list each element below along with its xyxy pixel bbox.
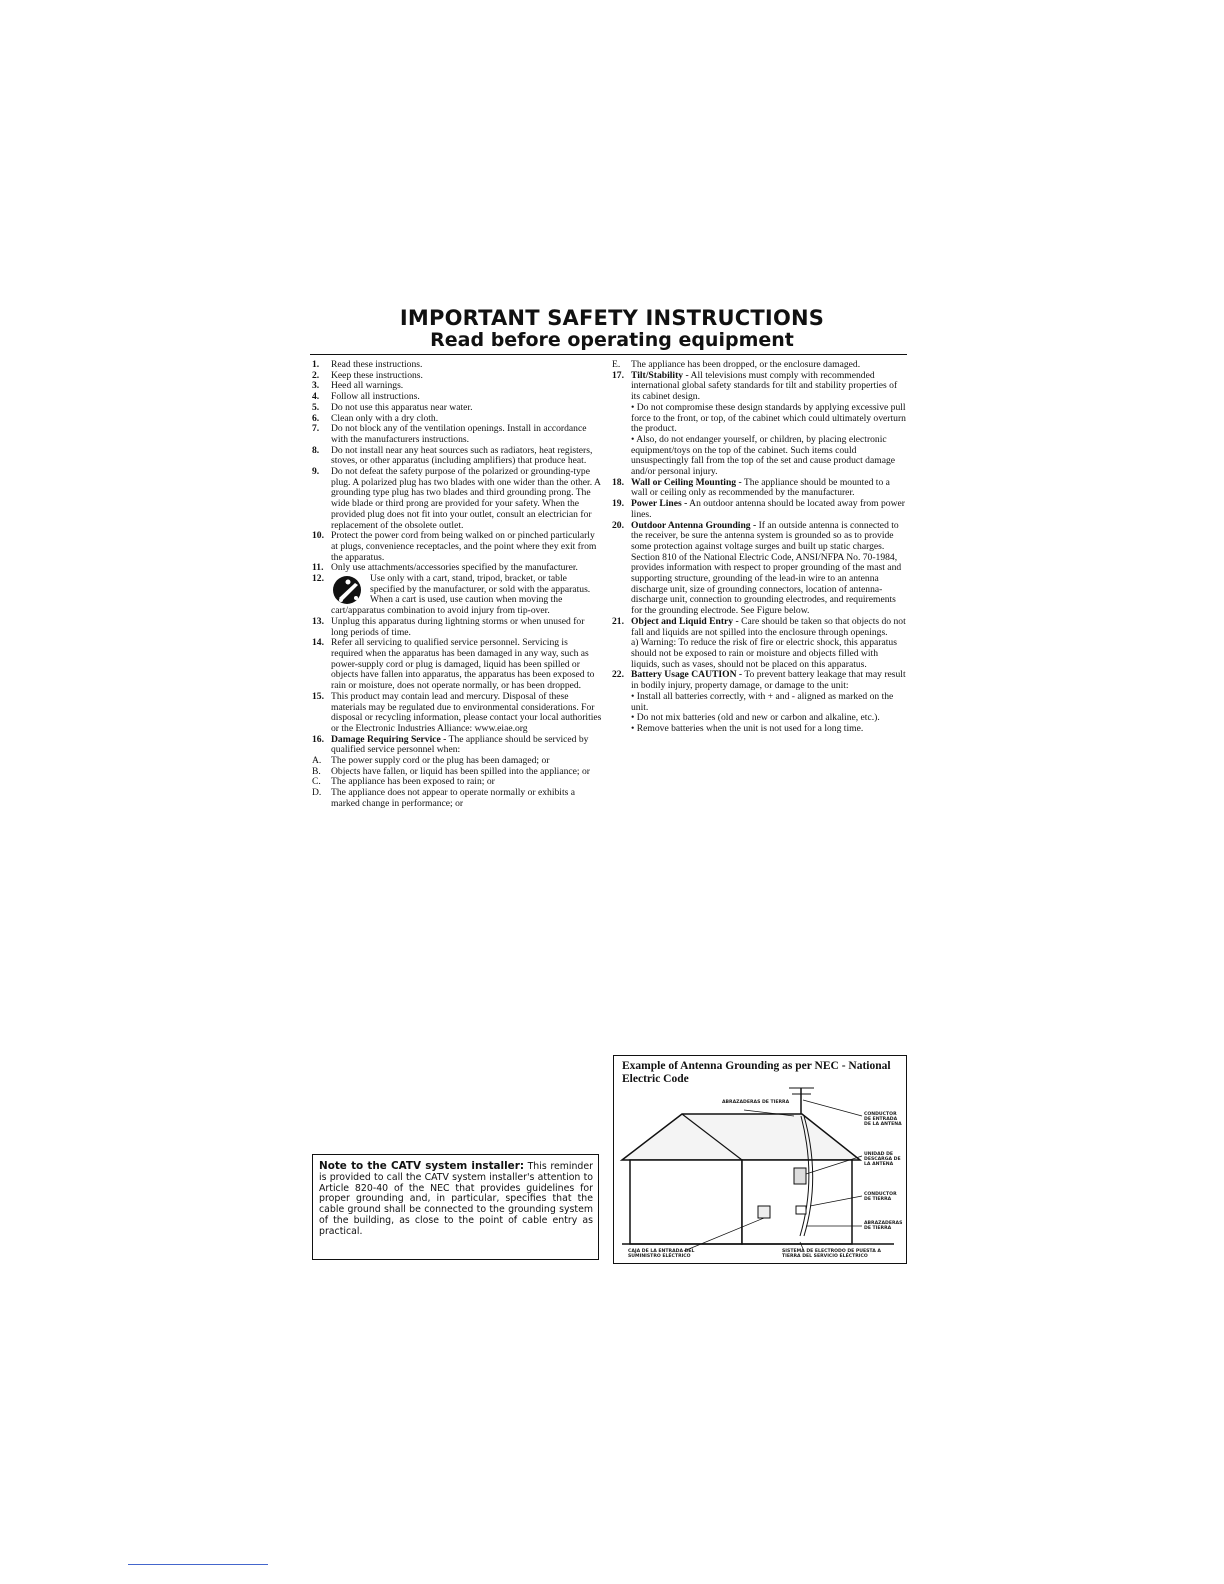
list-item: 6. Clean only with a dry cloth.: [312, 412, 439, 424]
list-item: 5. Do not use this apparatus near water.: [312, 401, 473, 413]
antenna-grounding-figure: [613, 1055, 907, 1264]
list-item: 14. Refer all servicing to qualified service personnel. Servicing is required when the apparatus has been damaged in any way, such as power-supply cord or plug is damaged, liquid has been spilled or objects have fallen into apparatus, the apparatus has been exposed to rain or moisture, does not operate normally, or has been dropped.: [312, 637, 595, 692]
right-column: [612, 360, 906, 735]
figure-label-r2: UNIDAD DE DESCARGA DE LA ANTENA: [864, 1152, 901, 1168]
list-item: D. The appliance does not appear to operate normally or exhibits a marked change in performance; or: [312, 787, 576, 809]
catv-installer-note: Note to the CATV system installer: This reminder is provided to call the CATV system installer's attention to Article 820-40 of the NEC that provides guidelines for proper grounding and, in particular, specifies that the cable ground shall be connected to the grounding system of the building, as close to the point of cable entry as practical.: [312, 1154, 599, 1260]
page-title: IMPORTANT SAFETY INSTRUCTIONS: [399, 306, 825, 330]
list-item: 18. Wall or Ceiling Mounting - The appliance should be mounted to a wall or ceiling only as recommended by the manufacturer.: [612, 476, 890, 499]
figure-label-bottom-left: CAJA DE LA ENTRADA DEL SUMINISTRO ELÉCTRICO: [628, 1249, 695, 1260]
list-item: E. The appliance has been dropped, or the enclosure damaged.: [612, 359, 861, 370]
list-item: 11. Only use attachments/accessories specified by the manufacturer.: [312, 562, 578, 574]
list-item: 1. Read these instructions.: [312, 359, 423, 370]
figure-label-bottom-right: SISTEMA DE ELECTRODO DE PUESTA A TIERRA DEL SERVICIO ELÉCTRICO: [782, 1249, 881, 1260]
antenna-grounding-diagram: [614, 1056, 905, 1262]
list-item: 13. Unplug this apparatus during lightning storms or when unused for long periods of time.: [312, 615, 585, 638]
list-item: A. The power supply cord or the plug has been damaged; or: [312, 755, 550, 767]
list-item-cart-warning: 12. Use only with a cart, stand, tripod, bracket, or table specified by the manufacturer, or sold with the apparatus. When a cart is used, use caution when moving the cart/apparatus combination to avoid injury from tip-over.: [312, 573, 591, 617]
list-item: 15. This product may contain lead and mercury. Disposal of these materials may be regulated due to environmental considerations. For disposal or recycling information, please contact your local authorities or the Electronic Industries Alliance: www.eiae.org: [312, 690, 602, 734]
list-item: 10. Protect the power cord from being walked on or pinched particularly at plugs, convenience receptacles, and the point where they exit from the apparatus.: [312, 530, 597, 563]
list-item: 20. Outdoor Antenna Grounding - If an outside antenna is connected to the receiver, be sure the antenna system is grounded so as to provide some protection against voltage surges and built up static charges. Section 810 of the National Electric Code, ANSI/NFPA No. 70-1984, provides information with respect to proper grounding of the mast and supporting structure, grounding of the lead-in wire to an antenna discharge unit, size of grounding connectors, location of antenna-discharge unit, connection to grounding electrodes, and requirements for the grounding electrode. See Figure below.: [612, 519, 902, 617]
list-item: C. The appliance has been exposed to rain; or: [312, 776, 495, 788]
list-item: B. Objects have fallen, or liquid has been spilled into the appliance; or: [312, 765, 590, 777]
figure-title: Example of Antenna Grounding as per NEC - National Electric Code: [622, 1060, 891, 1085]
footnote-rule: [128, 1564, 268, 1565]
list-item: 21. Object and Liquid Entry - Care should be taken so that objects do not fall and liquids are not spilled into the enclosure through openings. a) Warning: To reduce the risk of fire or electric shock, this apparatus should not be exposed to rain or moisture and objects filled with liquids, such as vases, should not be placed on this apparatus.: [612, 615, 906, 670]
figure-label-r4: ABRAZADERAS DE TIERRA: [864, 1221, 903, 1232]
list-item: 19. Power Lines - An outdoor antenna should be located away from power lines.: [612, 498, 905, 520]
list-item: 8. Do not install near any heat sources such as radiators, heat registers, stoves, or other apparatus (including amplifiers) that produce heat.: [312, 444, 593, 467]
list-item: 4. Follow all instructions.: [312, 391, 420, 403]
page-subtitle: Read before operating equipment: [430, 329, 794, 351]
figure-label-r3: CONDUCTOR DE TIERRA: [864, 1192, 897, 1203]
list-item: 16. Damage Requiring Service - The appliance should be serviced by qualified service personnel when:: [312, 733, 589, 756]
figure-label-r1: CONDUCTOR DE ENTRADA DE LA ANTENA: [864, 1112, 902, 1128]
list-item: 7. Do not block any of the ventilation openings. Install in accordance with the manufacturers instructions.: [312, 423, 587, 445]
cart-tipover-icon: [331, 574, 367, 606]
list-item: 17. Tilt/Stability - All televisions must comply with recommended international global safety standards for tilt and stability properties of its cabinet design. • Do not compromise these design standards by applying excessive pull force to the front, or top, of the cabinet which could ultimately overturn the product. • Also, do not endanger yourself, or children, by placing electronic equipment/toys on the top of the cabinet. Such items could unsuspectingly fall from the top of the set and cause product damage and/or personal injury.: [612, 369, 906, 478]
left-column: [312, 360, 602, 810]
title-rule: [310, 354, 907, 355]
list-item: 3. Heed all warnings.: [312, 380, 404, 392]
figure-label-top: ABRAZADERAS DE TIERRA: [722, 1100, 790, 1105]
list-item: 22. Battery Usage CAUTION - To prevent battery leakage that may result in bodily injury, property damage, or damage to the unit: • Install all batteries correctly, with + and - aligned as marked on the unit. • Do not mix batteries (old and new or carbon and alkaline, etc.). • Remove batteries when the unit is not used for a long time.: [612, 669, 906, 734]
list-item: 2. Keep these instructions.: [312, 369, 423, 381]
list-item: 9. Do not defeat the safety purpose of the polarized or grounding-type plug. A polarized plug has two blades with one wider than the other. A grounding type plug has two blades and third grounding prong. The wide blade or third prong are provided for your safety. When the provided plug does not fit into your outlet, consult an electrician for replacement of the obsolete outlet.: [312, 466, 601, 531]
